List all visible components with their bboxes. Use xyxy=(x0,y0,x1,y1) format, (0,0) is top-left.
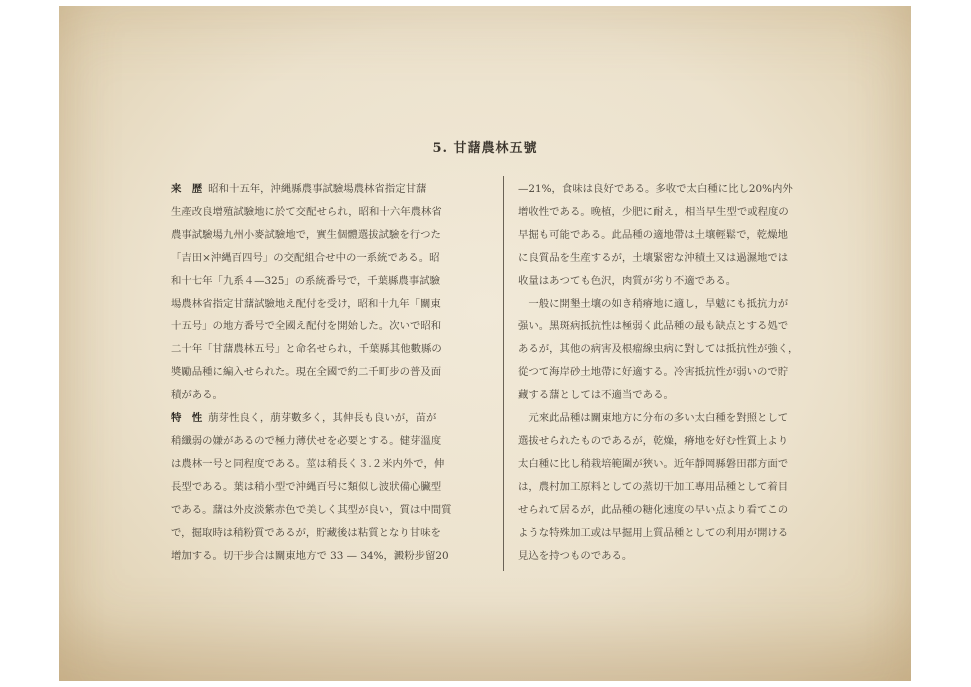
text-line: 增收性である。晚植，少肥に耐え，相当早生型で或程度の xyxy=(518,205,789,218)
text-line: 和十七年「九系４—325」の系統番号で，千葉縣農事試驗 xyxy=(171,274,440,287)
right-column xyxy=(518,178,838,567)
text-line: 十五号」の地方番号で全國え配付を開始した。次いで昭和 xyxy=(171,320,442,333)
text-line: 從つて海岸砂土地帶に好適する。冷害抵抗性が弱いので貯 xyxy=(518,366,789,379)
text-line: 見込を持つものである。 xyxy=(518,549,633,562)
text-line: 生產改良增殖試驗地に於て交配せられ，昭和十六年農林省 xyxy=(171,205,442,218)
text-line: 場農林省指定甘藷試驗地え配付を受け，昭和十九年「關東 xyxy=(171,297,441,310)
text-line: せられて居るが，此品種の糖化速度の早い点より看てこの xyxy=(518,503,789,516)
text-line: 奬勵品種に編入せられた。現在全國で約二千町步の普及面 xyxy=(171,366,442,379)
text-line: に良質品を生産するが，土壤緊密な沖積土又は過濕地では xyxy=(518,251,789,264)
text-line: あるが，其他の病害及根瘤線虫病に對しては抵抗性が強く， xyxy=(518,343,799,356)
text-line: ような特殊加工或は早掘用上質品種としての利用が開ける xyxy=(518,526,789,539)
text-line: 来 歴 昭和十五年，沖縄縣農事試驗場農林省指定甘藷 xyxy=(171,183,427,195)
text-line: 特 性 萠芽性良く，萠芽數多く，其伸長も良いが，苗が xyxy=(171,412,437,425)
text-line: 收量はあつても色沢，肉質が劣り不適である。 xyxy=(518,274,737,287)
text-line: 農事試驗場九州小麥試驗地で，實生個體選拔試驗を行つた xyxy=(171,228,441,241)
text-line: 長型である。葉は稍小型で沖縄百号に類似し波狀備心臟型 xyxy=(171,480,442,493)
text-line: 增加する。切干步合は關東地方で 33 — 34%，澱粉步留20 xyxy=(171,549,449,562)
text-line: である。藷は外皮淡紫赤色で美しく其型が良い，質は中間質 xyxy=(171,503,452,516)
column-divider xyxy=(503,176,504,571)
text-line: 二十年「甘藷農林五号」と命名せられ，千葉縣其他數縣の xyxy=(171,343,442,356)
text-line: 早掘も可能である。此品種の適地帶は土壤輕鬆で，乾燥地 xyxy=(518,228,788,241)
text-line: —21%，食味は良好である。多收で太白種に比し20%内外 xyxy=(518,183,793,195)
document-page xyxy=(59,6,911,681)
text-line: 元來此品種は關東地方に分布の多い太白種を對照として xyxy=(518,412,789,425)
heading-characteristics: 特 性 xyxy=(171,412,203,425)
text-line: で，掘取時は稍粉質であるが，貯藏後は粘質となり甘味を xyxy=(171,526,441,539)
text-line: 積がある。 xyxy=(171,389,223,402)
text-line: 太白種に比し稍栽培範圍が狹い。近年靜岡縣磐田郡方面で xyxy=(518,457,789,470)
left-column xyxy=(171,178,491,567)
text-line: 稍纖弱の嫌があるので極力薄伏せを必要とする。健芽溫度 xyxy=(171,434,442,447)
text-line: 「吉田×沖縄百四号」の交配組合せ中の一系統である。昭 xyxy=(171,251,440,264)
section-title: 5. 甘藷農林五號 xyxy=(432,141,538,156)
text-line: 藏する藷としては不適当である。 xyxy=(518,389,674,402)
text-line: は農林一号と同程度である。莖は稍長く３.２米内外で，伸 xyxy=(171,457,445,470)
text-line: 選拔せられたものであるが，乾燥，瘠地を好む性質上より xyxy=(518,434,789,447)
text-line: は，農村加工原料としての蒸切干加工專用品種として着目 xyxy=(518,480,789,493)
text-line: 强い。黑斑病抵抗性は極弱く此品種の最も缺点とする処で xyxy=(518,320,789,333)
heading-origin: 来 歴 xyxy=(171,183,203,195)
text-line: 一般に開墾土壤の如き稍瘠地に適し，旱魃にも抵抗力が xyxy=(518,297,789,310)
